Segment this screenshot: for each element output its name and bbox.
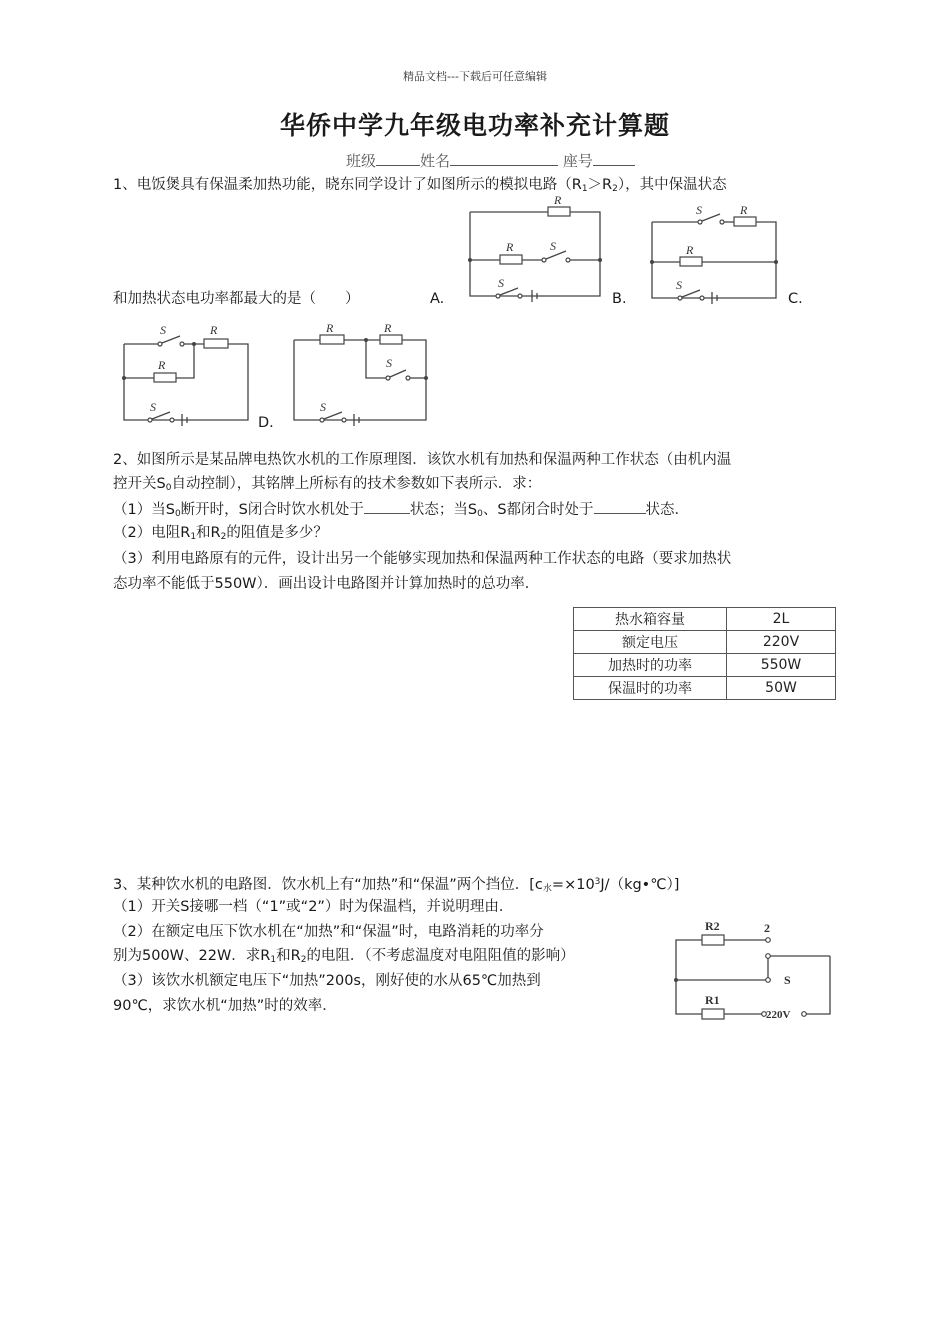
svg-text:S: S: [150, 400, 156, 414]
svg-text:R: R: [554, 193, 562, 207]
class-label: 班级: [346, 152, 377, 170]
resistor-r1: [548, 207, 570, 216]
svg-text:S: S: [676, 278, 682, 292]
q2-blank-1[interactable]: [364, 499, 410, 514]
student-info-line: [346, 150, 635, 171]
q1-option-d: D.: [258, 415, 274, 431]
svg-text:S: S: [320, 400, 326, 414]
circuit-diagram-b: [650, 198, 780, 304]
svg-text:S: S: [550, 239, 556, 253]
resistor-r2: [154, 373, 176, 382]
name-label: 姓名: [420, 152, 451, 170]
svg-text:R: R: [210, 323, 218, 337]
svg-text:R: R: [326, 321, 334, 335]
switch-s1: [682, 290, 700, 297]
circuit-diagram-c: [120, 322, 254, 426]
switch-s2: [702, 214, 720, 221]
resistor-r2: [320, 335, 344, 344]
svg-text:R1: R1: [705, 993, 720, 1007]
table-row: 额定电压 220V: [574, 631, 836, 654]
resistor-r1: [204, 339, 228, 348]
svg-text:R: R: [740, 203, 748, 217]
q1-option-b: B.: [612, 291, 627, 307]
switch-s2: [546, 251, 566, 259]
resistor-r1: [702, 1009, 724, 1019]
switch-s2: [162, 336, 180, 343]
svg-text:R2: R2: [705, 919, 720, 933]
page-title: 华侨中学九年级电功率补充计算题: [279, 111, 670, 140]
circuit-diagram-d: [290, 322, 432, 426]
svg-text:S: S: [498, 276, 504, 290]
q3-text-line5: （3）该饮水机额定电压下“加热”200s，刚好使的水从65℃加热到: [113, 973, 541, 989]
q1-text-line2: 和加热状态电功率都最大的是（ ）: [113, 291, 360, 307]
svg-text:R: R: [506, 240, 514, 254]
q2-text-line3: （1）当$S_0$断开时，S闭合时饮水机处于 状态；当$S_0$、S都闭合时处于 状态．: [113, 499, 689, 523]
q3-text-line3: （2）在额定电压下饮水机在“加热”和“保温”时，电路消耗的功率分: [113, 924, 544, 940]
q2-blank-2[interactable]: [594, 499, 646, 514]
q2-text-line2: 控开关$S_0$自动控制），其铭牌上所标有的技术参数如下表所示．求：: [113, 476, 542, 493]
circuit-diagram-a: [466, 193, 606, 304]
seat-label: 座号: [562, 152, 593, 170]
q3-text-line6: 90℃，求饮水机“加热”时的效率．: [113, 998, 337, 1014]
svg-text:220V: 220V: [766, 1009, 791, 1021]
spec-table: [573, 607, 836, 700]
svg-text:R: R: [158, 358, 166, 372]
q1-option-c: C.: [788, 291, 803, 307]
svg-text:S: S: [160, 323, 166, 337]
resistor-r1: [734, 217, 756, 226]
switch-s2: [390, 370, 406, 377]
q2-text-line5: （3）利用电路原有的元件，设计出另一个能够实现加热和保温两种工作状态的电路（要求加热状: [113, 551, 732, 567]
q2-text-line6: 态功率不能低于550W）．画出设计电路图并计算加热时的总功率．: [113, 576, 540, 592]
svg-text:S: S: [696, 203, 702, 217]
seat-blank[interactable]: [593, 151, 635, 166]
switch-s1: [324, 412, 342, 419]
q1-text-line1: 1、电饭煲具有保温柔加热功能，晓东同学设计了如图所示的模拟电路$(R_1>R_2)$，其中保温状态: [113, 177, 727, 194]
resistor-r1: [380, 335, 402, 344]
q3-text-line2: （1）开关S接哪一档（“1”或“2”）时为保温档，并说明理由．: [113, 899, 514, 915]
svg-text:2: 2: [764, 921, 770, 935]
q2-text-line4: （2）电阻$R_1$和$R_2$的阻值是多少？: [113, 525, 328, 542]
svg-text:S: S: [784, 973, 791, 987]
circuit-diagram-q3: [672, 920, 842, 1024]
svg-text:R: R: [686, 243, 694, 257]
q3-text-line4: 别为500W、22W．求$R_1$和$R_2$的电阻．（不考虑温度对电阻阻值的影响）: [113, 948, 575, 965]
resistor-r2: [500, 255, 522, 264]
resistor-r2: [702, 935, 724, 945]
q2-text-line1: 2、如图所示是某品牌电热饮水机的工作原理图．该饮水机有加热和保温两种工作状态（由机内温: [113, 452, 732, 468]
table-row: 保温时的功率 50W: [574, 677, 836, 700]
class-blank[interactable]: [376, 151, 420, 166]
page-header: 精品文档---下载后可任意编辑: [403, 70, 547, 83]
name-blank[interactable]: [450, 151, 558, 166]
svg-text:R: R: [384, 321, 392, 335]
svg-text:S: S: [386, 356, 392, 370]
table-row: 热水箱容量 2L: [574, 608, 836, 631]
q1-option-a: A.: [430, 291, 445, 307]
resistor-r2: [680, 257, 702, 266]
q3-text-line1: 3、某种饮水机的电路图．饮水机上有“加热”和“保温”两个挡位．$[c_水=\times 10^3J/(kg•℃)]$: [113, 877, 680, 894]
table-row: 加热时的功率 550W: [574, 654, 836, 677]
